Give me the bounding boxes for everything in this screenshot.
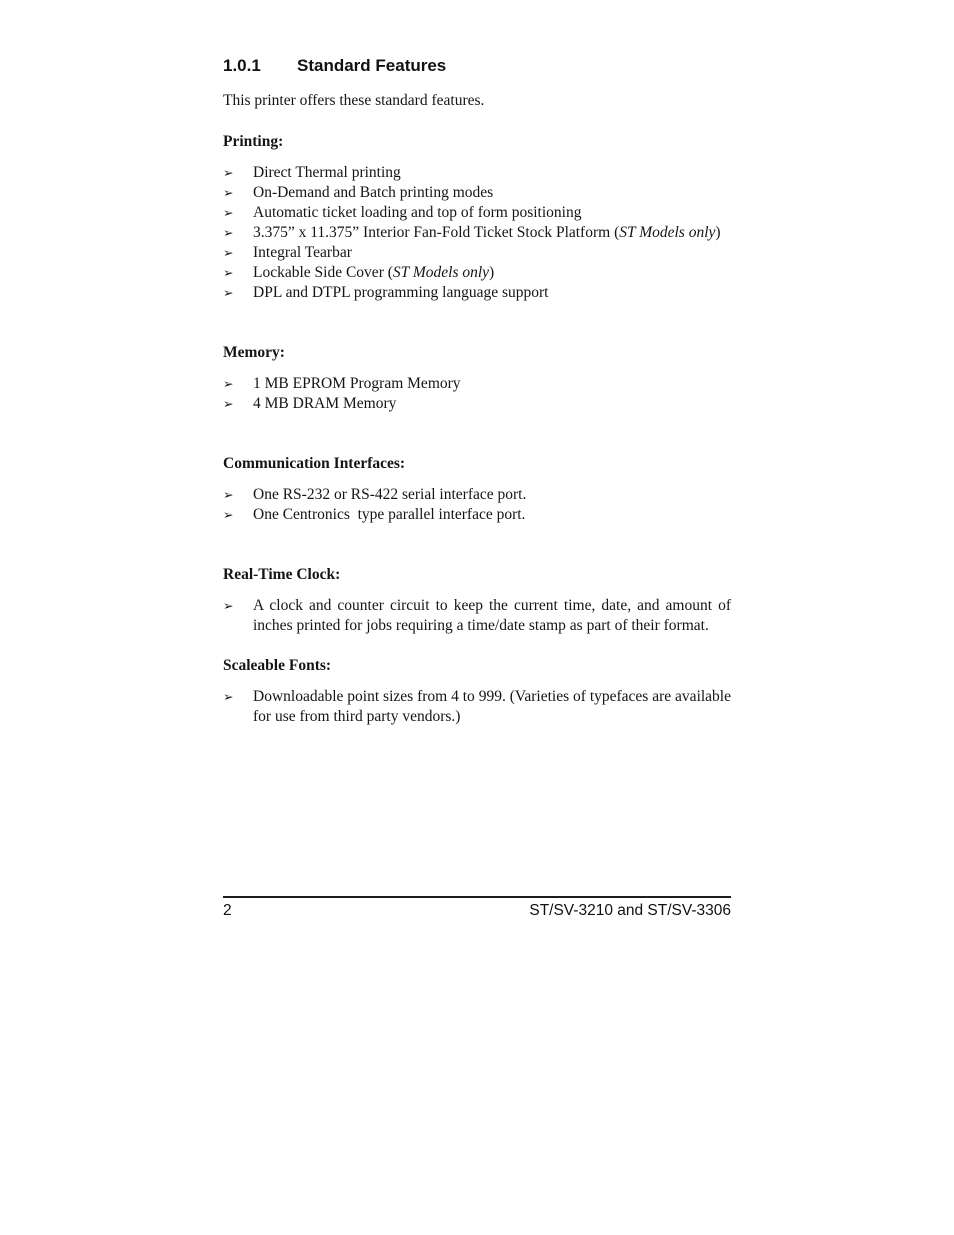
- feature-item: [223, 505, 731, 525]
- feature-item: [223, 596, 731, 636]
- feature-item-text: ): [715, 224, 721, 241]
- feature-item: [223, 163, 731, 183]
- feature-item-text: On-Demand and Batch printing modes: [253, 184, 494, 201]
- bullet-arrow-icon: ➢: [223, 376, 234, 391]
- bullet-arrow-icon: ➢: [223, 487, 234, 502]
- page-content: [223, 55, 731, 727]
- feature-item-text: DPL and DTPL programming language support: [253, 284, 549, 301]
- footer-row: [223, 901, 731, 920]
- feature-item-text-italic: ST Models only: [392, 264, 490, 281]
- bullet-arrow-icon: ➢: [223, 396, 234, 411]
- bullet-arrow-icon: ➢: [223, 225, 234, 240]
- feature-item: [223, 203, 731, 223]
- feature-list: [223, 163, 731, 303]
- feature-item: [223, 263, 731, 283]
- section-number: 1.0.1: [223, 56, 261, 75]
- feature-list: [223, 596, 731, 636]
- feature-section: [223, 343, 731, 414]
- bullet-arrow-icon: ➢: [223, 185, 234, 200]
- feature-list: [223, 687, 731, 727]
- footer-doc-title: ST/SV-3210 and ST/SV-3306: [529, 902, 731, 919]
- feature-section: [223, 565, 731, 636]
- feature-item: [223, 283, 731, 303]
- section-title: Standard Features: [297, 56, 447, 75]
- feature-item-text: 4 MB DRAM Memory: [253, 395, 397, 412]
- bullet-arrow-icon: ➢: [223, 507, 234, 522]
- feature-sections: [223, 132, 731, 727]
- feature-item: [223, 243, 731, 263]
- bullet-arrow-icon: ➢: [223, 689, 234, 704]
- feature-item-text: Automatic ticket loading and top of form positioning: [253, 204, 582, 221]
- page-number: 2: [223, 902, 232, 919]
- feature-section: [223, 454, 731, 525]
- feature-section-heading: Real-Time Clock:: [223, 566, 341, 583]
- feature-item-text: One RS-232 or RS-422 serial interface port.: [253, 486, 527, 503]
- feature-list: [223, 374, 731, 414]
- feature-item-text: 3.375” x 11.375” Interior Fan-Fold Ticket Stock Platform (: [253, 224, 620, 241]
- feature-item: [223, 394, 731, 414]
- feature-list: [223, 485, 731, 525]
- footer-rule: [223, 896, 731, 898]
- page-footer: [223, 896, 731, 920]
- feature-item: [223, 223, 731, 243]
- bullet-arrow-icon: ➢: [223, 245, 234, 260]
- bullet-arrow-icon: ➢: [223, 205, 234, 220]
- feature-item-text: Direct Thermal printing: [253, 164, 401, 181]
- feature-section: [223, 656, 731, 727]
- bullet-arrow-icon: ➢: [223, 265, 234, 280]
- feature-item-text-italic: ST Models only: [619, 224, 716, 241]
- feature-section-heading: Printing:: [223, 133, 284, 150]
- bullet-arrow-icon: ➢: [223, 165, 234, 180]
- feature-section-heading: Memory:: [223, 344, 285, 361]
- feature-item-text: ): [489, 264, 495, 281]
- feature-item-text: One Centronics type parallel interface port.: [253, 506, 526, 523]
- bullet-arrow-icon: ➢: [223, 598, 234, 613]
- feature-item: [223, 687, 731, 727]
- feature-section: [223, 132, 731, 303]
- feature-item-text: Lockable Side Cover (: [253, 264, 393, 281]
- feature-section-heading: Communication Interfaces:: [223, 455, 406, 472]
- feature-item-text: 1 MB EPROM Program Memory: [253, 375, 461, 392]
- feature-item-text: Downloadable point sizes from 4 to 999. (Varieties of typefaces are available for use from third party vendors.): [253, 688, 731, 725]
- feature-item: [223, 183, 731, 203]
- section-title-heading: [223, 55, 731, 76]
- feature-section-heading: Scaleable Fonts:: [223, 657, 332, 674]
- bullet-arrow-icon: ➢: [223, 285, 234, 300]
- intro-paragraph: This printer offers these standard features.: [223, 92, 485, 109]
- feature-item-text: A clock and counter circuit to keep the current time, date, and amount of inches printed for jobs requiring a time/date stamp as part of their format.: [253, 597, 731, 634]
- feature-item: [223, 485, 731, 505]
- feature-item-text: Integral Tearbar: [253, 244, 352, 261]
- feature-item: [223, 374, 731, 394]
